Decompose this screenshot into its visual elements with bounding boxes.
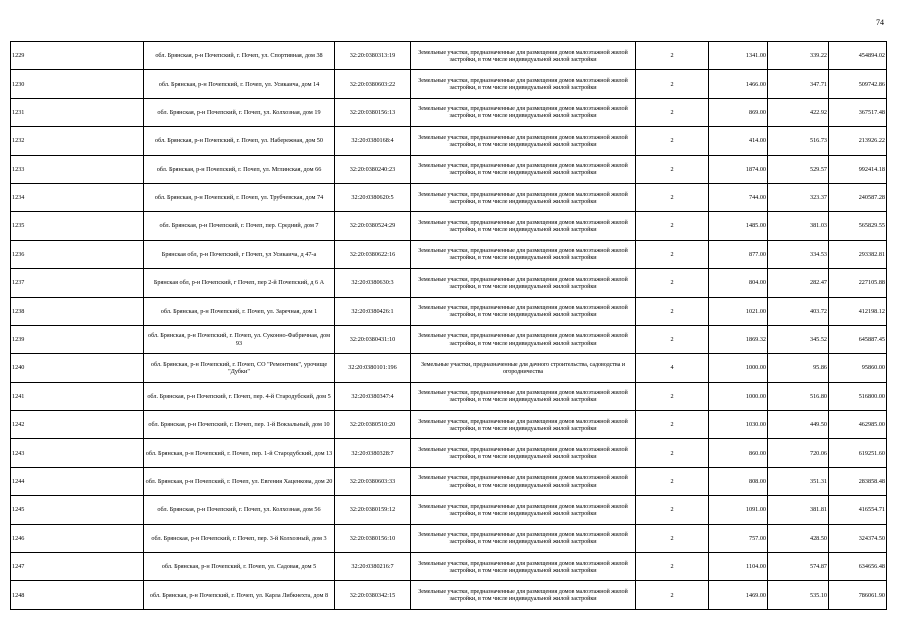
area-cell: 1000.00: [709, 382, 768, 410]
address-cell: обл. Брянская, р-н Почепский, г. Почеп, ул. Мглинская, дом 66: [144, 155, 335, 183]
area-cell: 877.00: [709, 240, 768, 268]
row-number-cell: 1238: [11, 297, 144, 325]
land-use-cell: Земельные участки, предназначенные для размещения домов малоэтажной жилой застройки, в том числе индивидуальной жилой застройки: [411, 325, 636, 353]
cadastral-value-cell: 227105.88: [829, 269, 887, 297]
address-cell: обл. Брянская, р-н Почепский, г. Почеп, ул. Заречная, дом 1: [144, 297, 335, 325]
cadastral-value-cell: 454894.02: [829, 42, 887, 70]
category-cell: 2: [636, 155, 709, 183]
row-number-cell: 1232: [11, 127, 144, 155]
table-row: [11, 70, 887, 98]
land-use-cell: Земельные участки, предназначенные для размещения домов малоэтажной жилой застройки, в том числе индивидуальной жилой застройки: [411, 155, 636, 183]
row-number-cell: 1234: [11, 183, 144, 211]
cadastral-number-cell: 32:20:0380347:4: [335, 382, 411, 410]
cadastral-value-cell: 324374.50: [829, 524, 887, 552]
address-cell: обл. Брянская, р-н Почепский, г. Почеп, пер. 1-й Вокзальный, дом 10: [144, 411, 335, 439]
table-row: [11, 297, 887, 325]
table-body: [11, 42, 887, 610]
cadastral-number-cell: 32:20:0380101:196: [335, 354, 411, 382]
table-row: [11, 42, 887, 70]
area-cell: 744.00: [709, 183, 768, 211]
table-row: [11, 98, 887, 126]
cadastral-value-cell: 240587.28: [829, 183, 887, 211]
area-cell: 860.00: [709, 439, 768, 467]
row-number-cell: 1237: [11, 269, 144, 297]
address-cell: обл. Брянская, р-н Почепский, г. Почеп, пер. 1-й Стародубский, дом 13: [144, 439, 335, 467]
address-cell: обл. Брянская, р-н Почепский, г. Почеп, ул. Евгения Хаценкова, дом 20: [144, 467, 335, 495]
area-cell: 1874.00: [709, 155, 768, 183]
address-cell: обл. Брянская, р-н Почепский, г. Почеп, пер. Средний, дом 7: [144, 212, 335, 240]
category-cell: 2: [636, 240, 709, 268]
land-use-cell: Земельные участки, предназначенные для размещения домов малоэтажной жилой застройки, в том числе индивидуальной жилой застройки: [411, 240, 636, 268]
area-cell: 1485.00: [709, 212, 768, 240]
cadastral-number-cell: 32:20:0380156:13: [335, 98, 411, 126]
row-number-cell: 1240: [11, 354, 144, 382]
category-cell: 2: [636, 467, 709, 495]
category-cell: 2: [636, 42, 709, 70]
cadastral-value-cell: 213926.22: [829, 127, 887, 155]
land-use-cell: Земельные участки, предназначенные для размещения домов малоэтажной жилой застройки, в том числе индивидуальной жилой застройки: [411, 42, 636, 70]
cadastral-number-cell: 32:20:0380510:20: [335, 411, 411, 439]
table-row: [11, 524, 887, 552]
specific-value-cell: 428.50: [768, 524, 829, 552]
cadastral-number-cell: 32:20:0380328:7: [335, 439, 411, 467]
cadastral-value-cell: 634656.48: [829, 553, 887, 581]
cadastral-number-cell: 32:20:0380620:5: [335, 183, 411, 211]
area-cell: 1104.00: [709, 553, 768, 581]
cadastral-value-cell: 516800.00: [829, 382, 887, 410]
specific-value-cell: 516.80: [768, 382, 829, 410]
specific-value-cell: 323.37: [768, 183, 829, 211]
land-use-cell: Земельные участки, предназначенные для размещения домов малоэтажной жилой застройки, в том числе индивидуальной жилой застройки: [411, 212, 636, 240]
row-number-cell: 1233: [11, 155, 144, 183]
specific-value-cell: 381.81: [768, 496, 829, 524]
category-cell: 2: [636, 212, 709, 240]
area-cell: 414.00: [709, 127, 768, 155]
address-cell: обл. Брянская, р-н Почепский, г. Почеп, ул. Спортивная, дом 38: [144, 42, 335, 70]
specific-value-cell: 334.53: [768, 240, 829, 268]
address-cell: обл. Брянская, р-н Почепский, г. Почеп, ул. Карла Либкнехта, дом 8: [144, 581, 335, 609]
cadastral-value-cell: 462985.00: [829, 411, 887, 439]
cadastral-number-cell: 32:20:0380622:16: [335, 240, 411, 268]
area-cell: 804.00: [709, 269, 768, 297]
specific-value-cell: 403.72: [768, 297, 829, 325]
specific-value-cell: 95.86: [768, 354, 829, 382]
specific-value-cell: 351.31: [768, 467, 829, 495]
land-use-cell: Земельные участки, предназначенные для размещения домов малоэтажной жилой застройки, в том числе индивидуальной жилой застройки: [411, 553, 636, 581]
address-cell: обл. Брянская, р-н Почепский, г. Почеп, пер. 4-й Стародубский, дом 5: [144, 382, 335, 410]
cadastral-value-cell: 283858.48: [829, 467, 887, 495]
cadastral-number-cell: 32:20:0380159:12: [335, 496, 411, 524]
table-row: [11, 411, 887, 439]
cadastral-value-cell: 619251.60: [829, 439, 887, 467]
table-row: [11, 325, 887, 353]
category-cell: 4: [636, 354, 709, 382]
area-cell: 1869.32: [709, 325, 768, 353]
category-cell: 2: [636, 524, 709, 552]
land-use-cell: Земельные участки, предназначенные для дачного строительства, садоводства и огородничества: [411, 354, 636, 382]
category-cell: 2: [636, 581, 709, 609]
category-cell: 2: [636, 496, 709, 524]
table-row: [11, 581, 887, 609]
specific-value-cell: 516.73: [768, 127, 829, 155]
cadastral-value-cell: 565829.55: [829, 212, 887, 240]
land-use-cell: Земельные участки, предназначенные для размещения домов малоэтажной жилой застройки, в том числе индивидуальной жилой застройки: [411, 297, 636, 325]
specific-value-cell: 347.71: [768, 70, 829, 98]
cadastral-value-cell: 786061.90: [829, 581, 887, 609]
row-number-cell: 1235: [11, 212, 144, 240]
category-cell: 2: [636, 183, 709, 211]
cadastral-value-cell: 509742.86: [829, 70, 887, 98]
table-row: [11, 155, 887, 183]
row-number-cell: 1236: [11, 240, 144, 268]
land-use-cell: Земельные участки, предназначенные для размещения домов малоэтажной жилой застройки, в том числе индивидуальной жилой застройки: [411, 70, 636, 98]
category-cell: 2: [636, 70, 709, 98]
specific-value-cell: 339.22: [768, 42, 829, 70]
row-number-cell: 1247: [11, 553, 144, 581]
category-cell: 2: [636, 411, 709, 439]
row-number-cell: 1248: [11, 581, 144, 609]
cadastral-value-cell: 412198.12: [829, 297, 887, 325]
specific-value-cell: 345.52: [768, 325, 829, 353]
specific-value-cell: 422.92: [768, 98, 829, 126]
area-cell: 1466.00: [709, 70, 768, 98]
row-number-cell: 1245: [11, 496, 144, 524]
address-cell: обл. Брянская, р-н Почепский, г. Почеп, ул. Колхозная, дом 56: [144, 496, 335, 524]
area-cell: 1341.00: [709, 42, 768, 70]
cadastral-number-cell: 32:20:0380603:33: [335, 467, 411, 495]
specific-value-cell: 282.47: [768, 269, 829, 297]
specific-value-cell: 720.06: [768, 439, 829, 467]
cadastral-number-cell: 32:20:0380240:23: [335, 155, 411, 183]
row-number-cell: 1246: [11, 524, 144, 552]
land-use-cell: Земельные участки, предназначенные для размещения домов малоэтажной жилой застройки, в том числе индивидуальной жилой застройки: [411, 581, 636, 609]
address-cell: Брянская обл, р-н Почепский, г Почеп, ул Усикаича, д 47-а: [144, 240, 335, 268]
category-cell: 2: [636, 382, 709, 410]
category-cell: 2: [636, 98, 709, 126]
table-row: [11, 127, 887, 155]
area-cell: 757.00: [709, 524, 768, 552]
address-cell: Брянская обл, р-н Почепский, г Почеп, пер 2-й Почепский, д 6 А: [144, 269, 335, 297]
area-cell: 869.00: [709, 98, 768, 126]
row-number-cell: 1241: [11, 382, 144, 410]
address-cell: обл. Брянская, р-н Почепский, г. Почеп, СО "Ремонтник", урочище "Дубки": [144, 354, 335, 382]
address-cell: обл. Брянская, р-н Почепский, г. Почеп, ул. Колхозная, дом 19: [144, 98, 335, 126]
cadastral-value-cell: 645887.45: [829, 325, 887, 353]
address-cell: обл. Брянская, р-н Почепский, г. Почеп, ул. Трубчевская, дом 74: [144, 183, 335, 211]
table-row: [11, 269, 887, 297]
row-number-cell: 1231: [11, 98, 144, 126]
land-use-cell: Земельные участки, предназначенные для размещения домов малоэтажной жилой застройки, в том числе индивидуальной жилой застройки: [411, 524, 636, 552]
land-use-cell: Земельные участки, предназначенные для размещения домов малоэтажной жилой застройки, в том числе индивидуальной жилой застройки: [411, 467, 636, 495]
area-cell: 1469.00: [709, 581, 768, 609]
specific-value-cell: 381.03: [768, 212, 829, 240]
land-use-cell: Земельные участки, предназначенные для размещения домов малоэтажной жилой застройки, в том числе индивидуальной жилой застройки: [411, 411, 636, 439]
land-use-cell: Земельные участки, предназначенные для размещения домов малоэтажной жилой застройки, в том числе индивидуальной жилой застройки: [411, 269, 636, 297]
address-cell: обл. Брянская, р-н Почепский, г. Почеп, ул. Усикаича, дом 14: [144, 70, 335, 98]
address-cell: обл. Брянская, р-н Почепский, г. Почеп, ул. Садовая, дом 5: [144, 553, 335, 581]
area-cell: 1000.00: [709, 354, 768, 382]
cadastral-value-cell: 95860.00: [829, 354, 887, 382]
table-row: [11, 439, 887, 467]
area-cell: 1030.00: [709, 411, 768, 439]
land-cadastral-value-table: [10, 41, 887, 610]
table-row: [11, 354, 887, 382]
cadastral-number-cell: 32:20:0380603:22: [335, 70, 411, 98]
table-row: [11, 467, 887, 495]
cadastral-number-cell: 32:20:0380216:7: [335, 553, 411, 581]
row-number-cell: 1229: [11, 42, 144, 70]
land-use-cell: Земельные участки, предназначенные для размещения домов малоэтажной жилой застройки, в том числе индивидуальной жилой застройки: [411, 127, 636, 155]
specific-value-cell: 449.50: [768, 411, 829, 439]
row-number-cell: 1242: [11, 411, 144, 439]
cadastral-number-cell: 32:20:0380342:15: [335, 581, 411, 609]
table-row: [11, 382, 887, 410]
area-cell: 808.00: [709, 467, 768, 495]
cadastral-value-cell: 293382.81: [829, 240, 887, 268]
cadastral-value-cell: 992414.18: [829, 155, 887, 183]
row-number-cell: 1230: [11, 70, 144, 98]
land-use-cell: Земельные участки, предназначенные для размещения домов малоэтажной жилой застройки, в том числе индивидуальной жилой застройки: [411, 496, 636, 524]
specific-value-cell: 574.87: [768, 553, 829, 581]
category-cell: 2: [636, 439, 709, 467]
land-use-cell: Земельные участки, предназначенные для размещения домов малоэтажной жилой застройки, в том числе индивидуальной жилой застройки: [411, 183, 636, 211]
address-cell: обл. Брянская, р-н Почепский, г. Почеп, пер. 3-й Колхозный, дом 3: [144, 524, 335, 552]
cadastral-number-cell: 32:20:0380524:29: [335, 212, 411, 240]
land-use-cell: Земельные участки, предназначенные для размещения домов малоэтажной жилой застройки, в том числе индивидуальной жилой застройки: [411, 382, 636, 410]
table-row: [11, 183, 887, 211]
address-cell: обл. Брянская, р-н Почепский, г. Почеп, ул. Набережная, дом 50: [144, 127, 335, 155]
category-cell: 2: [636, 553, 709, 581]
category-cell: 2: [636, 127, 709, 155]
category-cell: 2: [636, 325, 709, 353]
cadastral-number-cell: 32:20:0380168:4: [335, 127, 411, 155]
row-number-cell: 1239: [11, 325, 144, 353]
land-use-cell: Земельные участки, предназначенные для размещения домов малоэтажной жилой застройки, в том числе индивидуальной жилой застройки: [411, 439, 636, 467]
table-row: [11, 553, 887, 581]
land-use-cell: Земельные участки, предназначенные для размещения домов малоэтажной жилой застройки, в том числе индивидуальной жилой застройки: [411, 98, 636, 126]
address-cell: обл. Брянская, р-н Почепский, г. Почеп, ул. Суконно-Фабричная, дом 93: [144, 325, 335, 353]
page-number: 74: [876, 18, 884, 27]
row-number-cell: 1244: [11, 467, 144, 495]
cadastral-number-cell: 32:20:0380313:19: [335, 42, 411, 70]
cadastral-number-cell: 32:20:0380431:10: [335, 325, 411, 353]
row-number-cell: 1243: [11, 439, 144, 467]
category-cell: 2: [636, 297, 709, 325]
cadastral-number-cell: 32:20:0380630:3: [335, 269, 411, 297]
table-row: [11, 212, 887, 240]
table-row: [11, 496, 887, 524]
cadastral-value-cell: 416554.71: [829, 496, 887, 524]
cadastral-number-cell: 32:20:0380426:1: [335, 297, 411, 325]
specific-value-cell: 535.10: [768, 581, 829, 609]
area-cell: 1021.00: [709, 297, 768, 325]
specific-value-cell: 529.57: [768, 155, 829, 183]
table-row: [11, 240, 887, 268]
cadastral-number-cell: 32:20:0380156:10: [335, 524, 411, 552]
category-cell: 2: [636, 269, 709, 297]
area-cell: 1091.00: [709, 496, 768, 524]
cadastral-value-cell: 367517.48: [829, 98, 887, 126]
